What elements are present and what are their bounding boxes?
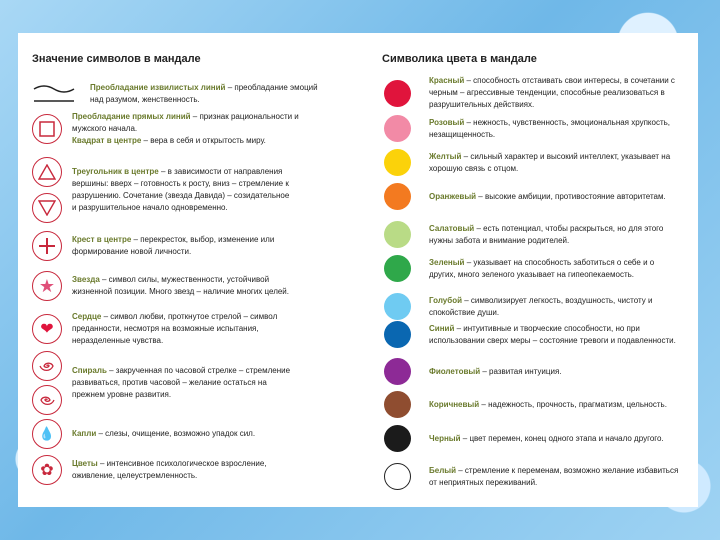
color-swatch <box>384 293 411 320</box>
symbols-title: Значение символов в мандале <box>32 53 201 65</box>
color-swatch <box>384 255 411 282</box>
color-swatch <box>384 358 411 385</box>
color-swatch <box>384 183 411 210</box>
spiral-icon <box>32 351 62 381</box>
triangle-up-icon <box>32 157 62 187</box>
symbol-item: Треугольник в центре – в зависимости от направления вершины: вверх – готовность к росту, вниз – стремление к разрушению. Сочетание (звезда Давида) – созидательное и разрушительное начало одновременно. <box>32 157 332 223</box>
color-item: Коричневый – надежность, прочность, прагматизм, цельность. <box>384 391 684 418</box>
symbol-item: ✿ Цветы – интенсивное психологическое взросление, оживление, целеустремленность. <box>32 455 332 485</box>
color-swatch <box>384 115 411 142</box>
symbol-item: Преобладание извилистых линий – преобладание эмоций над разумом, женственность. <box>32 81 332 107</box>
symbol-item: ❤ Сердце – символ любви, проткнутое стрелой – символ преданности, несмотря на возможные испытания, неразделенные чувства. <box>32 311 332 347</box>
color-item: Оранжевый – высокие амбиции, противостояние авторитетам. <box>384 183 684 210</box>
color-swatch <box>384 463 411 490</box>
wavy-lines-icon <box>32 81 76 107</box>
star-icon: ★ <box>32 271 62 301</box>
cross-icon <box>32 231 62 261</box>
drops-icon: 💧 <box>32 419 62 449</box>
heart-icon: ❤ <box>32 314 62 344</box>
colors-title: Символика цвета в мандале <box>382 53 537 65</box>
color-item: Салатовый – есть потенциал, чтобы раскрыться, но для этого нужны забота и внимание родителей. <box>384 221 684 248</box>
symbol-item: 💧 Капли – слезы, очищение, возможно упадок сил. <box>32 419 332 449</box>
symbol-item: Преобладание прямых линий – признак рациональности и мужского начала. Квадрат в центре – вера в себя и открытость миру. <box>32 111 332 147</box>
color-item: Зеленый – указывает на способность заботиться о себе и о других, много зеленого указывает на гипеопекаемость. <box>384 255 684 282</box>
color-item: Белый – стремление к переменам, возможно желание избавиться от неприятных переживаний. <box>384 463 684 490</box>
color-swatch <box>384 221 411 248</box>
triangle-down-icon <box>32 193 62 223</box>
color-item: Черный – цвет перемен, конец одного этапа и начало другого. <box>384 425 684 452</box>
page <box>18 33 698 507</box>
color-item: Фиолетовый – развитая интуиция. <box>384 358 684 385</box>
color-item: Розовый – нежность, чувственность, эмоциональная хрупкость, незащищенность. <box>384 115 684 142</box>
color-item: Красный – способность отстаивать свои интересы, в сочетании с черным – агрессивные тенденции, способные реализоваться в разрушительных действиях. <box>384 75 684 111</box>
spiral-icon <box>32 385 62 415</box>
color-swatch <box>384 80 411 107</box>
symbol-item: ★ Звезда – символ силы, мужественности, устойчивой жизненной позиции. Много звезд – наличие многих целей. <box>32 271 332 301</box>
color-swatch <box>384 321 411 348</box>
color-swatch <box>384 391 411 418</box>
symbol-item: Крест в центре – перекресток, выбор, изменение или формирование новой личности. <box>32 231 332 261</box>
color-item: Синий – интуитивные и творческие способности, но при использовании сверх меры – состояние тревоги и подавленности. <box>384 321 684 348</box>
color-swatch <box>384 425 411 452</box>
color-swatch <box>384 149 411 176</box>
color-item: Голубой – символизирует легкость, воздушность, чистоту и спокойствие души. <box>384 293 684 320</box>
symbol-item: Спираль – закрученная по часовой стрелке – стремление развиваться, против часовой – желание остаться на прежнем уровне развития. <box>32 351 332 415</box>
color-item: Желтый – сильный характер и высокий интеллект, указывает на хорошую связь с отцом. <box>384 149 684 176</box>
square-icon <box>32 114 62 144</box>
flower-icon: ✿ <box>32 455 62 485</box>
